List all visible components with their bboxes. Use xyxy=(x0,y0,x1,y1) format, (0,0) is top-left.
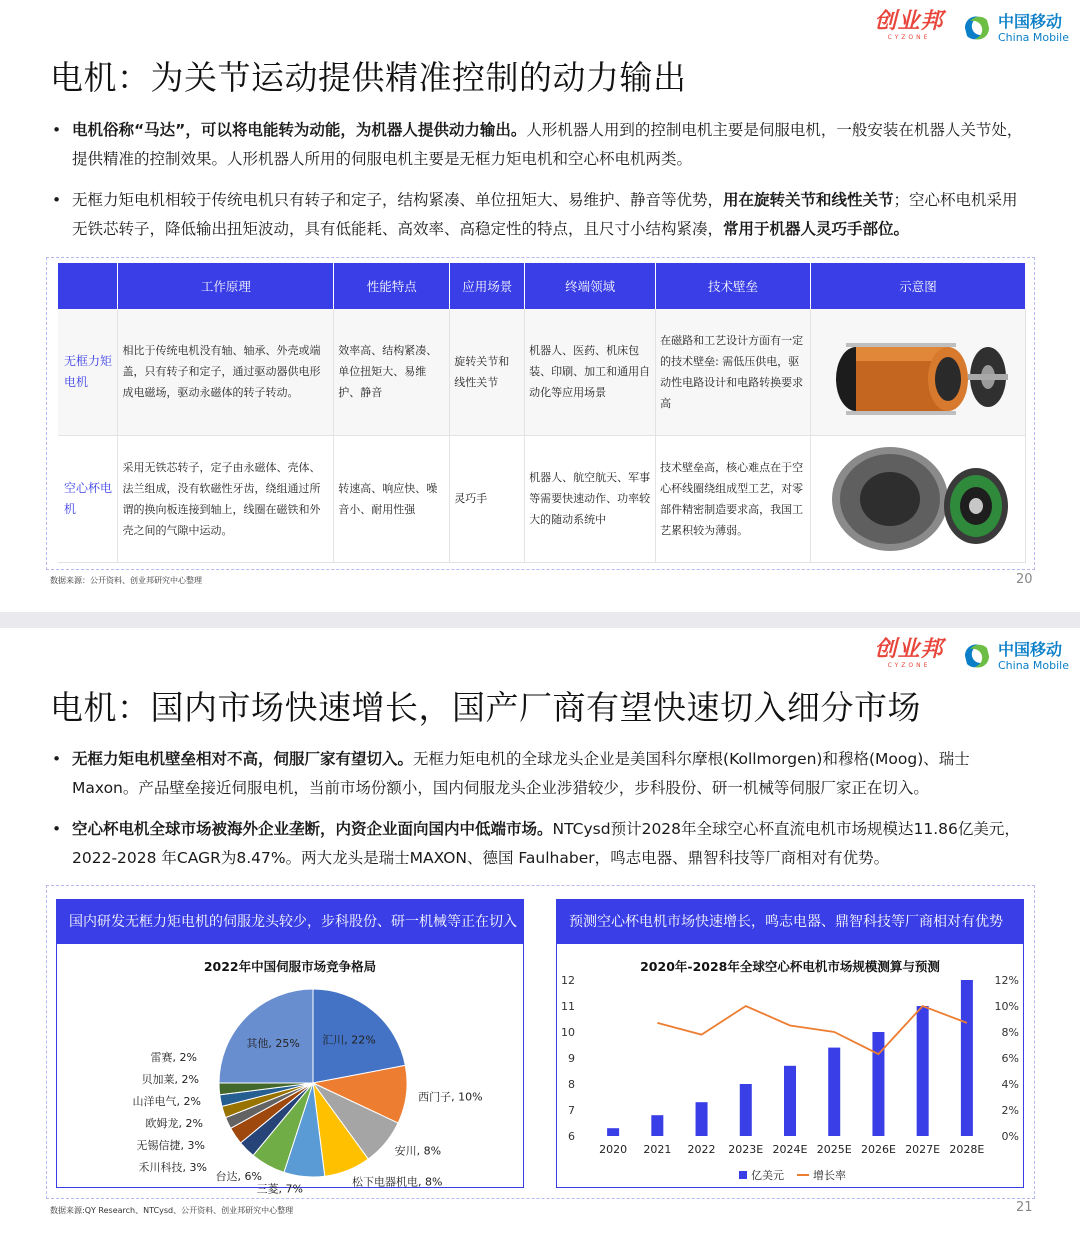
pie-label-4: 三菱, 7% xyxy=(256,1182,304,1196)
x-tick-label: 2027E xyxy=(905,1143,941,1156)
page-number: 21 xyxy=(1016,1200,1033,1215)
legend-swatch-bar xyxy=(739,1171,747,1179)
pie-label-12: 其他, 25% xyxy=(246,1037,300,1051)
bar-chart-title: 2020年-2028年全球空心杯电机市场规模测算与预测 xyxy=(640,959,940,974)
motor-comparison-table xyxy=(58,263,1026,563)
x-tick-label: 2022 xyxy=(687,1143,716,1156)
china-mobile-logo: 中国移动 China Mobile xyxy=(960,638,1069,674)
table-header-row: 工作原理 性能特点 应用场景 终端领域 技术壁垒 示意图 xyxy=(58,263,1026,309)
left-axis-tick: 11 xyxy=(561,1000,575,1013)
x-tick-label: 2024E xyxy=(772,1143,808,1156)
frameless-motor-image xyxy=(815,317,1021,427)
bar-2028E xyxy=(961,980,973,1136)
pie-label-7: 无锡信捷, 3% xyxy=(136,1139,205,1152)
page-number: 20 xyxy=(1016,572,1033,587)
x-tick-label: 2025E xyxy=(816,1143,852,1156)
right-axis-tick: 6% xyxy=(1001,1052,1019,1065)
legend-label-line: 增长率 xyxy=(813,1169,846,1182)
right-axis-tick: 0% xyxy=(1001,1130,1019,1143)
source-note: 数据来源：公开资料、创业邦研究中心整理 xyxy=(50,576,202,585)
x-tick-label: 2021 xyxy=(643,1143,672,1156)
pie-label-3: 松下电器机电, 8% xyxy=(352,1175,443,1189)
pie-label-8: 欧姆龙, 2% xyxy=(145,1117,203,1130)
left-axis-tick: 10 xyxy=(561,1026,575,1039)
pie-label-6: 禾川科技, 3% xyxy=(138,1161,207,1174)
bar-panel-title: 预测空心杯电机市场快速增长，鸣志电器、鼎智科技等厂商相对有优势 xyxy=(557,900,1023,944)
bar-line-chart xyxy=(557,946,1023,1186)
slide-21 xyxy=(0,628,1080,1245)
pie-panel-title: 国内研发无框力矩电机的伺服龙头较少，步科股份、研一机械等正在切入 xyxy=(57,900,523,944)
page-title: 电机：国内市场快速增长，国产厂商有望快速切入细分市场 xyxy=(50,688,921,727)
pie-label-10: 贝加莱, 2% xyxy=(141,1073,199,1086)
pie-label-1: 西门子, 10% xyxy=(418,1090,483,1104)
china-mobile-icon xyxy=(960,11,994,45)
table-row: 无框力矩电机 相比于传统电机没有轴、轴承、外壳或端盖，只有转子和定子，通过驱动器供电形成电磁场，驱动永磁体的转子转动。 效率高、结构紧凑、单位扭矩大、易维护、静音 旋转关节和线性关节 机器人、医药、机床包装、印刷、加工和通用自动化等应用场景 在磁路和工艺设计方面有一定的技术壁垒: 需低压供电，驱动性电路设计和电路转换要求高 xyxy=(58,309,1026,435)
left-axis-tick: 9 xyxy=(568,1052,575,1065)
bar-2027E xyxy=(917,1006,929,1136)
right-axis-tick: 10% xyxy=(994,1000,1019,1013)
china-mobile-logo: 中国移动 China Mobile xyxy=(960,10,1069,46)
x-tick-label: 2026E xyxy=(860,1143,896,1156)
page-title: 电机：为关节运动提供精准控制的动力输出 xyxy=(50,58,687,97)
bullet-item: • 无框力矩电机相较于传统电机只有转子和定子，结构紧凑、单位扭矩大、易维护、静音等优势，用在旋转关节和线性关节；空心杯电机采用无铁芯转子，降低输出扭矩波动，具有低能耗、高效率、高稳定性的特点，且尺寸小结构紧凑，常用于机器人灵巧手部位。 xyxy=(52,186,1030,244)
table-row: 空心杯电机 采用无铁芯转子，定子由永磁体、壳体、法兰组成，没有软磁性牙齿，绕组通过所谓的换向板连接到轴上，线圈在磁铁和外壳之间的气隙中运动。 转速高、响应快、噪音小、耐用性强 灵巧手 机器人、航空航天、军事等需要快速动作、功率较大的随动系统中 技术壁垒高，核心难点在于空心杯线圈绕组成型工艺，对零部件精密制造要求高，我国工艺累积较为薄弱。 xyxy=(58,435,1026,562)
x-tick-label: 2028E xyxy=(949,1143,985,1156)
bar-2026E xyxy=(872,1032,884,1136)
bullet-item: • 电机俗称“马达”，可以将电能转为动能，为机器人提供动力输出。人形机器人用到的控制电机主要是伺服电机，一般安装在机器人关节处，提供精准的控制效果。人形机器人所用的伺服电机主要是无框力矩电机和空心杯电机两类。 xyxy=(52,116,1030,174)
slide-20 xyxy=(0,0,1080,612)
x-tick-label: 2020 xyxy=(599,1143,628,1156)
pie-chart-title: 2022年中国伺服市场竞争格局 xyxy=(203,959,377,974)
right-axis-tick: 12% xyxy=(994,974,1019,987)
pie-label-0: 汇川, 22% xyxy=(322,1033,376,1047)
right-axis-tick: 8% xyxy=(1001,1026,1019,1039)
bar-2025E xyxy=(828,1048,840,1136)
bullet-list xyxy=(52,745,1030,885)
bar-2020 xyxy=(607,1128,619,1136)
china-mobile-icon xyxy=(960,639,994,673)
bullet-item: • 空心杯电机全球市场被海外企业垄断，内资企业面向国内中低端市场。NTCysd预计2028年全球空心杯直流电机市场规模达11.86亿美元，2022-2028 年CAGR为8.47%。两大龙头是瑞士MAXON、德国 Faulhaber，鸣志电器、鼎智科技等厂商相对有优势。 xyxy=(52,815,1030,873)
bar-panel xyxy=(556,899,1024,1188)
left-axis-tick: 6 xyxy=(568,1130,575,1143)
right-axis-tick: 2% xyxy=(1001,1104,1019,1117)
left-axis-tick: 12 xyxy=(561,974,575,987)
left-axis-tick: 8 xyxy=(568,1078,575,1091)
bar-2021 xyxy=(651,1115,663,1136)
legend-label-bar: 亿美元 xyxy=(751,1169,784,1182)
pie-label-5: 台达, 6% xyxy=(215,1169,262,1183)
right-axis-tick: 4% xyxy=(1001,1078,1019,1091)
pie-chart xyxy=(57,975,523,1196)
source-note: 数据来源:QY Research、NTCysd、公开资料、创业邦研究中心整理 xyxy=(50,1206,294,1215)
cyzone-logo: 创业邦 CYZONE xyxy=(874,637,944,669)
bullet-item: • 无框力矩电机壁垒相对不高，伺服厂家有望切入。无框力矩电机的全球龙头企业是美国科尔摩根(Kollmorgen)和穆格(Moog)、瑞士Maxon。产品壁垒接近伺服电机，当前市场份额小，国内伺服龙头企业涉猎较少，步科股份、研一机械等伺服厂家正在切入。 xyxy=(52,745,1030,803)
bullet-list xyxy=(52,116,1030,256)
pie-slice-12 xyxy=(219,989,313,1083)
left-axis-tick: 7 xyxy=(568,1104,575,1117)
pie-label-2: 安川, 8% xyxy=(394,1144,442,1158)
coreless-motor-image xyxy=(815,442,1021,556)
bar-2022 xyxy=(696,1102,708,1136)
chart-legend xyxy=(739,1168,846,1182)
x-tick-label: 2023E xyxy=(728,1143,764,1156)
cyzone-logo: 创业邦 CYZONE xyxy=(874,9,944,41)
bar-2024E xyxy=(784,1066,796,1136)
pie-label-11: 雷赛, 2% xyxy=(150,1051,197,1064)
bar-2023E xyxy=(740,1084,752,1136)
pie-panel xyxy=(56,899,524,1196)
pie-label-9: 山洋电气, 2% xyxy=(132,1095,201,1108)
